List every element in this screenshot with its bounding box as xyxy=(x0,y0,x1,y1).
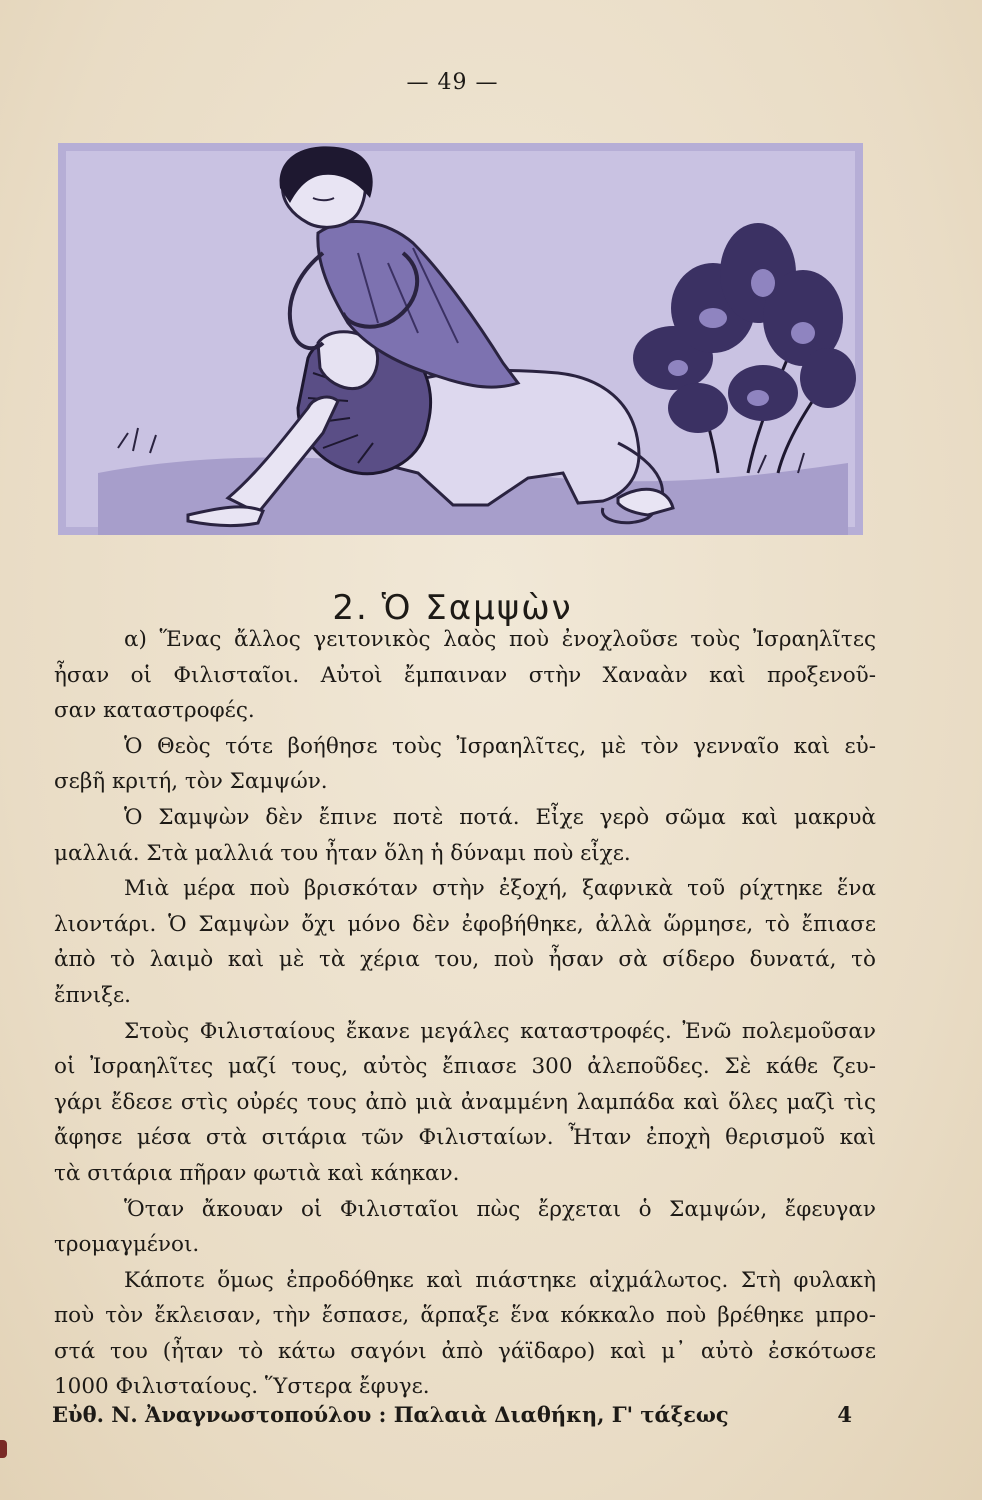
chapter-title: 2. Ὁ Σαμψὼν xyxy=(332,588,573,629)
text-line: μαλλιά. Στὰ μαλλιά του ἦταν ὅλη ἡ δύναμι ποὺ εἶχε. xyxy=(54,840,631,866)
text-line: γάρι ἔδεσε στὶς οὐρές τους ἀπὸ μιὰ ἀναμμένη λαμπάδα καὶ ὅλες μαζὶ τὶς xyxy=(54,1089,876,1115)
text-line: σεβῆ κριτή, τὸν Σαμψών. xyxy=(54,769,328,795)
text-line: τρομαγμένοι. xyxy=(54,1232,200,1258)
text-line: 1000 Φιλισταίους. Ὕστερα ἔφυγε. xyxy=(54,1374,430,1400)
text-line: ποὺ τὸν ἔκλεισαν, τὴν ἔσπασε, ἅρπαξε ἕνα κόκκαλο ποὺ βρέθηκε μπρο- xyxy=(54,1303,876,1329)
chapter-body xyxy=(54,622,876,1405)
text-line: οἱ Ἰσραηλῖτες μαζί τους, αὐτὸς ἔπιασε 300 ἀλεποῦδες. Σὲ κάθε ζευ- xyxy=(54,1054,876,1080)
text-line: Ὅταν ἄκουαν οἱ Φιλισταῖοι πὼς ἔρχεται ὁ Σαμψών, ἔφευγαν xyxy=(124,1196,876,1222)
footer-signature-number: 4 xyxy=(837,1402,852,1427)
text-line: τὰ σιτάρια πῆραν φωτιὰ καὶ κάηκαν. xyxy=(54,1160,460,1186)
paragraph-6 xyxy=(54,1192,876,1263)
text-line: σαν καταστροφές. xyxy=(54,698,255,724)
paragraph-7 xyxy=(54,1263,876,1405)
text-line: ἀπὸ τὸ λαιμὸ καὶ μὲ τὰ χέρια του, ποὺ ἦσαν σὰ σίδερο δυνατά, τὸ xyxy=(54,947,876,973)
text-line: Ὁ Θεὸς τότε βοήθησε τοὺς Ἰσραηλῖτες, μὲ τὸν γενναῖο καὶ εὐ- xyxy=(124,733,876,759)
text-line: Ὁ Σαμψὼν δὲν ἔπινε ποτὲ ποτά. Εἶχε γερὸ σῶμα καὶ μακρυὰ xyxy=(124,804,876,830)
text-line: λιοντάρι. Ὁ Σαμψὼν ὄχι μόνο δὲν ἐφοβήθηκε, ἀλλὰ ὥρμησε, τὸ ἔπιασε xyxy=(54,911,876,937)
page-number: — 49 — xyxy=(406,70,499,95)
text-line: στά του (ἦταν τὸ κάτω σαγόνι ἀπὸ γάϊδαρο) καὶ μ᾽ αὐτὸ ἐσκότωσε xyxy=(54,1338,876,1364)
text-line: ἔπνιξε. xyxy=(54,982,131,1008)
footer-book-title: Εὐθ. Ν. Ἀναγνωστοπούλου : Παλαιὰ Διαθήκη, Γ' τάξεως xyxy=(52,1402,729,1427)
paragraph-4 xyxy=(54,871,876,1013)
text-line: Στοὺς Φιλισταίους ἔκανε μεγάλες καταστροφές. Ἐνῶ πολεμοῦσαν xyxy=(124,1018,876,1044)
text-line: ἦσαν οἱ Φιλισταῖοι. Αὐτοὶ ἔμπαιναν στὴν Χαναὰν καὶ προξενοῦ- xyxy=(54,662,876,688)
paragraph-5 xyxy=(54,1014,876,1192)
paragraph-1 xyxy=(54,622,876,729)
page-edge-mark xyxy=(0,1440,7,1458)
text-line: Κάποτε ὅμως ἐπροδόθηκε καὶ πιάστηκε αἰχμάλωτος. Στὴ φυλακὴ xyxy=(124,1267,876,1293)
samson-lion-illustration xyxy=(58,143,863,535)
text-line: ἄφησε μέσα στὰ σιτάρια τῶν Φιλισταίων. Ἦταν ἐποχὴ θερισμοῦ καὶ xyxy=(54,1125,876,1151)
paragraph-2 xyxy=(54,729,876,800)
paragraph-3 xyxy=(54,800,876,871)
text-line: Μιὰ μέρα ποὺ βρισκόταν στὴν ἐξοχή, ξαφνικὰ τοῦ ρίχτηκε ἕνα xyxy=(124,876,876,902)
page-footer xyxy=(52,1402,852,1427)
text-line: α) Ἕνας ἄλλος γειτονικὸς λαὸς ποὺ ἐνοχλοῦσε τοὺς Ἰσραηλῖτες xyxy=(124,627,876,652)
